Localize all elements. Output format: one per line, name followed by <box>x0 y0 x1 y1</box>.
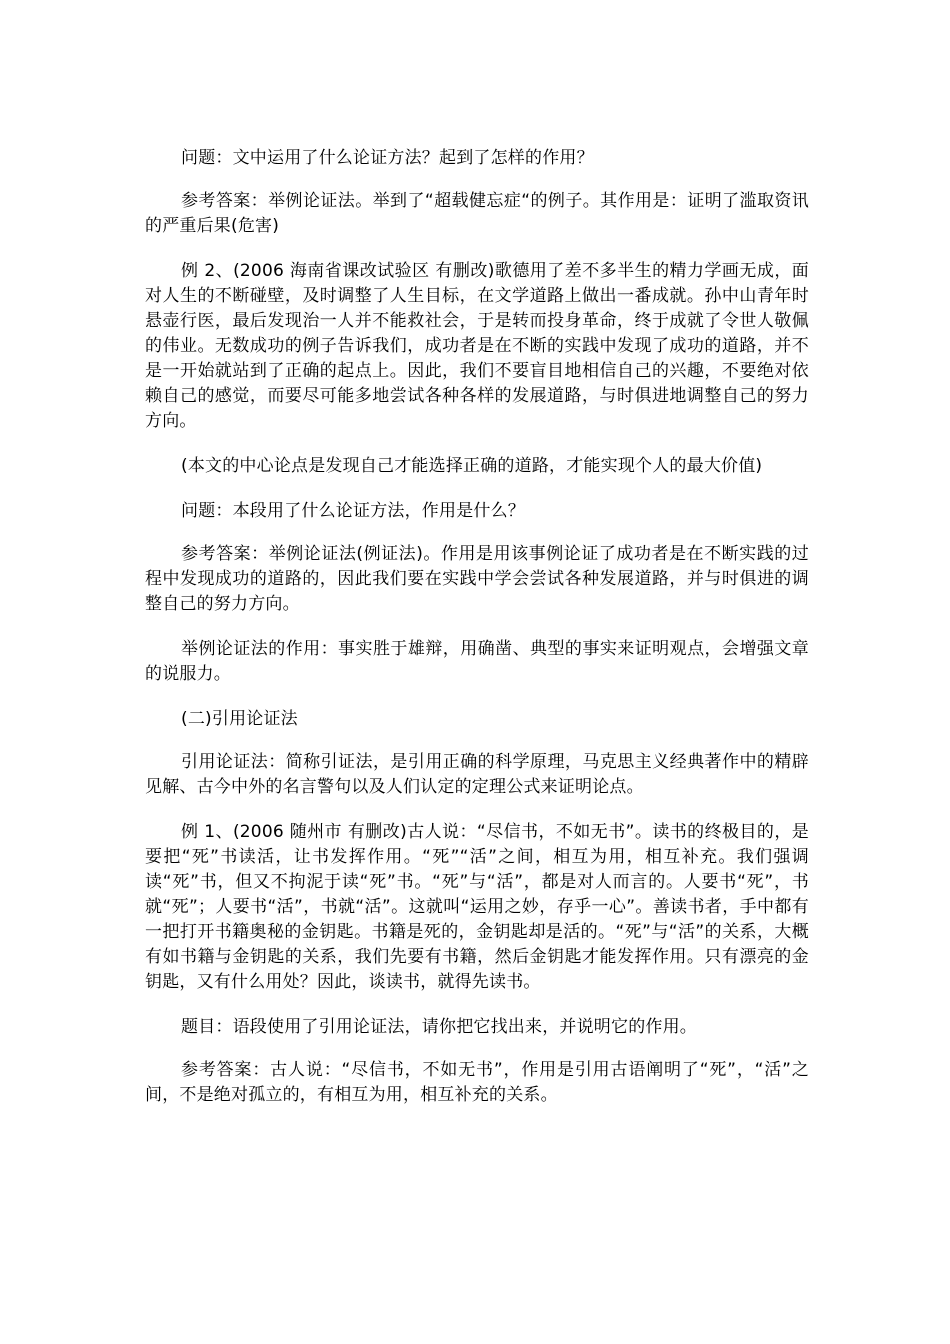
section-heading: (二)引用论证法 <box>181 709 298 729</box>
document-body <box>145 146 809 1128</box>
answer-paragraph: 参考答案：古人说：“尽信书，不如无书”，作用是引用古语阐明了“死”，“活”之间，不是绝对孤立的，有相互为用，相互补充的关系。 <box>145 1060 809 1105</box>
question-paragraph: 题目：语段使用了引用论证法，请你把它找出来，并说明它的作用。 <box>181 1017 697 1037</box>
summary-paragraph: 举例论证法的作用：事实胜于雄辩，用确凿、典型的事实来证明观点，会增强文章的说服力。 <box>145 639 809 684</box>
question-paragraph: 问题：文中运用了什么论证方法？起到了怎样的作用？ <box>181 148 594 168</box>
example-paragraph: 例 1、(2006 随州市 有删改)古人说：“尽信书，不如无书”。读书的终极目的，是要把“死”书读活，让书发挥作用。“死”“活”之间，相互为用，相互补充。我们强调读“死”书，但又不拘泥于读“死”书。“死”与“活”，都是对人而言的。人要书“死”，书就“死”；人要书“活”，书就“活”。这就叫“运用之妙，存乎一心”。善读书者，手中都有一把打开书籍奥秘的金钥匙。书籍是死的，金钥匙却是活的。“死”与“活”的关系，大概有如书籍与金钥匙的关系，我们先要有书籍，然后金钥匙才能发挥作用。只有漂亮的金钥匙，又有什么用处？因此，谈读书，就得先读书。 <box>145 822 809 992</box>
answer-paragraph: 参考答案：举例论证法(例证法)。作用是用该事例论证了成功者是在不断实践的过程中发现成功的道路的，因此我们要在实践中学会尝试各种发展道路，并与时俱进的调整自己的努力方向。 <box>145 544 809 614</box>
definition-paragraph: 引用论证法：简称引证法，是引用正确的科学原理，马克思主义经典著作中的精辟见解、古今中外的名言警句以及人们认定的定理公式来证明论点。 <box>145 752 809 797</box>
example-paragraph: 例 2、(2006 海南省课改试验区 有删改)歌德用了差不多半生的精力学画无成，面对人生的不断碰壁，及时调整了人生目标，在文学道路上做出一番成就。孙中山青年时悬壶行医，最后发现治一人并不能救社会，于是转而投身革命，终于成就了令世人敬佩的伟业。无数成功的例子告诉我们，成功者是在不断的实践中发现了成功的道路，并不是一开始就站到了正确的起点上。因此，我们不要盲目地相信自己的兴趣，不要绝对依赖自己的感觉，而要尽可能多地尝试各种各样的发展道路，与时俱进地调整自己的努力方向。 <box>145 261 809 431</box>
note-paragraph: (本文的中心论点是发现自己才能选择正确的道路，才能实现个人的最大价值) <box>181 456 763 476</box>
answer-paragraph: 参考答案：举例论证法。举到了“超载健忘症“的例子。其作用是：证明了滥取资讯的严重后果(危害) <box>145 191 809 236</box>
question-paragraph: 问题：本段用了什么论证方法，作用是什么？ <box>181 501 525 521</box>
